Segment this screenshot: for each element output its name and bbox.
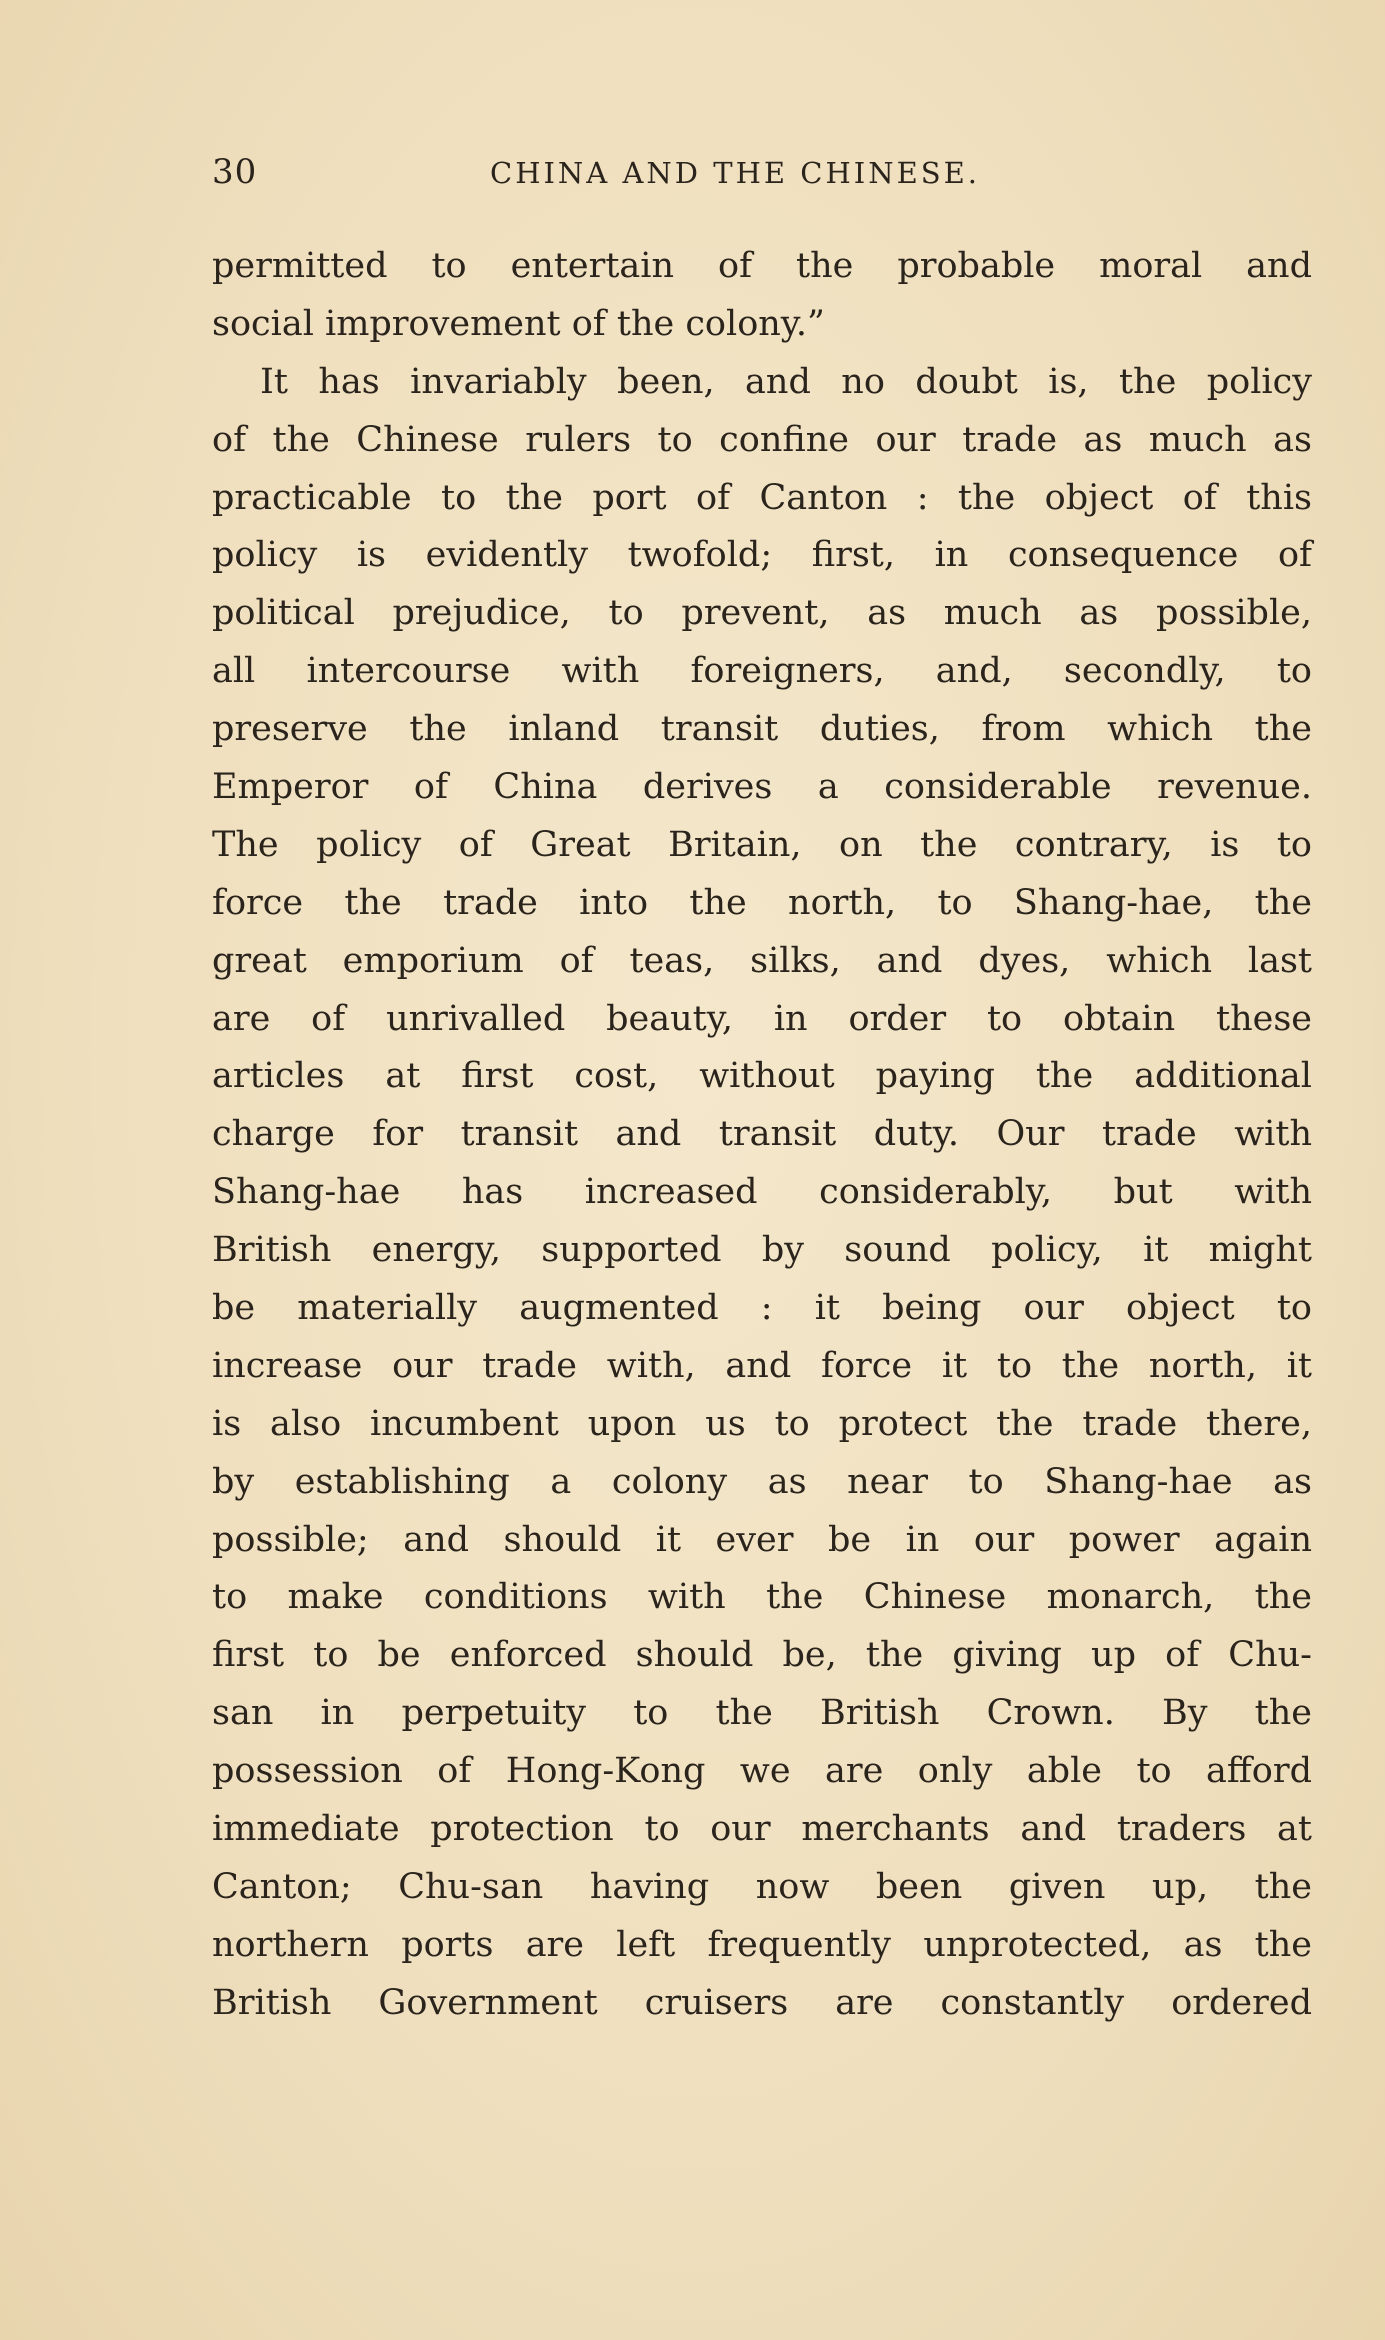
text-line: great emporium of teas, silks, and dyes, which last <box>212 940 1312 981</box>
text-line: British Government cruisers are constantly ordered <box>212 1982 1312 2023</box>
text-line: northern ports are left frequently unprotected, as the <box>212 1924 1312 1965</box>
text-line: all intercourse with foreigners, and, secondly, to <box>212 651 1312 692</box>
text-line: Emperor of China derives a considerable revenue. <box>212 767 1312 808</box>
text-line: san in perpetuity to the British Crown. By the <box>212 1693 1312 1734</box>
text-line: articles at first cost, without paying the additional <box>212 1056 1312 1097</box>
text-line: possible; and should it ever be in our power again <box>212 1519 1312 1560</box>
text-line: charge for transit and transit duty. Our trade with <box>212 1114 1312 1155</box>
text-line: political prejudice, to prevent, as much as possible, <box>212 593 1312 634</box>
text-line: increase our trade with, and force it to the north, it <box>212 1345 1312 1386</box>
text-line: first to be enforced should be, the giving up of Chu- <box>212 1635 1312 1676</box>
text-line: permitted to entertain of the probable moral and <box>212 246 1312 286</box>
text-line: are of unrivalled beauty, in order to obtain these <box>212 998 1312 1039</box>
text-line: British energy, supported by sound policy, it might <box>212 1230 1312 1271</box>
text-line: of the Chinese rulers to confine our trade as much as <box>212 419 1312 460</box>
text-line: Canton; Chu-san having now been given up, the <box>212 1866 1312 1907</box>
text-line: is also incumbent upon us to protect the trade there, <box>212 1403 1312 1444</box>
text-line: social improvement of the colony.” <box>212 303 825 344</box>
text-line: It has invariably been, and no doubt is, the policy <box>260 361 1312 402</box>
text-line: to make conditions with the Chinese monarch, the <box>212 1577 1312 1618</box>
text-line: Shang-hae has increased considerably, but with <box>212 1172 1312 1213</box>
body-text <box>212 238 1312 2033</box>
text-line: policy is evidently twofold; first, in consequence of <box>212 535 1312 576</box>
text-line: possession of Hong-Kong we are only able to afford <box>212 1751 1312 1792</box>
page-number: 30 <box>212 152 258 192</box>
text-line: practicable to the port of Canton : the object of this <box>212 477 1312 518</box>
running-title: CHINA AND THE CHINESE. <box>490 156 981 190</box>
text-line: The policy of Great Britain, on the contrary, is to <box>212 824 1312 865</box>
text-line: by establishing a colony as near to Shang-hae as <box>212 1461 1312 1502</box>
text-line: preserve the inland transit duties, from which the <box>212 709 1312 750</box>
text-line: immediate protection to our merchants and traders at <box>212 1809 1312 1850</box>
running-head <box>212 152 1312 192</box>
text-line: be materially augmented : it being our object to <box>212 1288 1312 1329</box>
text-line: force the trade into the north, to Shang-hae, the <box>212 882 1312 923</box>
